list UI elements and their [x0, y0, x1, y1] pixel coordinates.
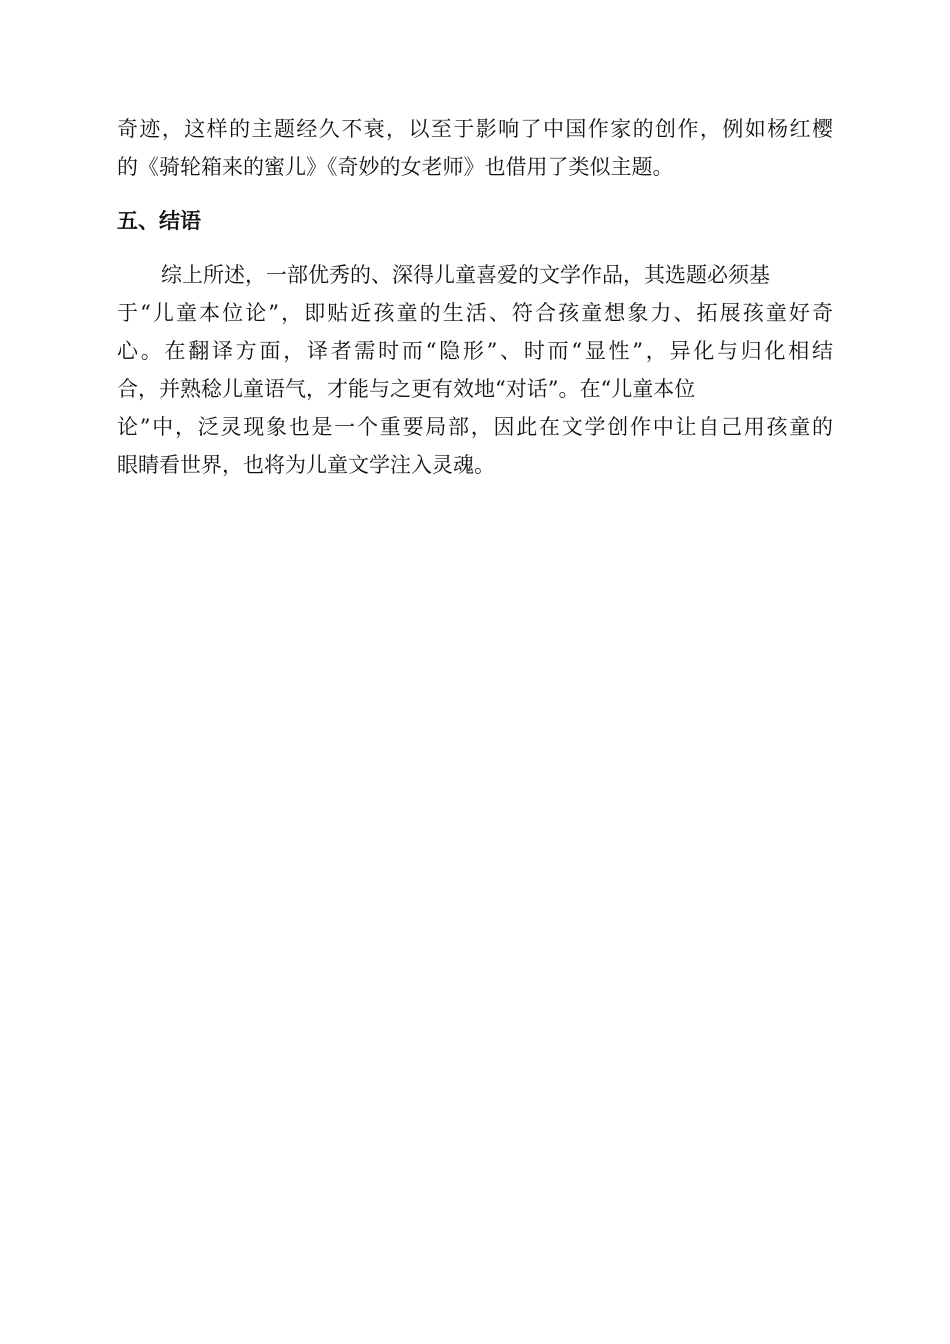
paragraph-line: 奇迹，这样的主题经久不衰，以至于影响了中国作家的创作，例如杨红樱 — [117, 117, 833, 141]
conclusion-paragraph — [117, 256, 833, 484]
paragraph-line: 心。在翻译方面，译者需时而“隐形”、时而“显性”，异化与归化相结 — [117, 339, 833, 363]
document-content — [117, 110, 833, 484]
paragraph-line: 于“儿童本位论”，即贴近孩童的生活、符合孩童想象力、拓展孩童好奇 — [117, 301, 833, 325]
paragraph-line: 的《骑轮箱来的蜜儿》《奇妙的女老师》也借用了类似主题。 — [117, 155, 674, 179]
paragraph-line: 合，并熟稔儿童语气，才能与之更有效地“对话”。在“儿童本位 — [117, 377, 696, 401]
continued-paragraph — [117, 110, 833, 186]
paragraph-line: 综上所述，一部优秀的、深得儿童喜爱的文学作品，其选题必须基 — [161, 263, 770, 287]
paragraph-line: 论”中，泛灵现象也是一个重要局部，因此在文学创作中让自己用孩童的 — [117, 415, 833, 439]
paragraph-line: 眼睛看世界，也将为儿童文学注入灵魂。 — [117, 453, 495, 477]
section-heading: 五、结语 — [117, 209, 201, 233]
